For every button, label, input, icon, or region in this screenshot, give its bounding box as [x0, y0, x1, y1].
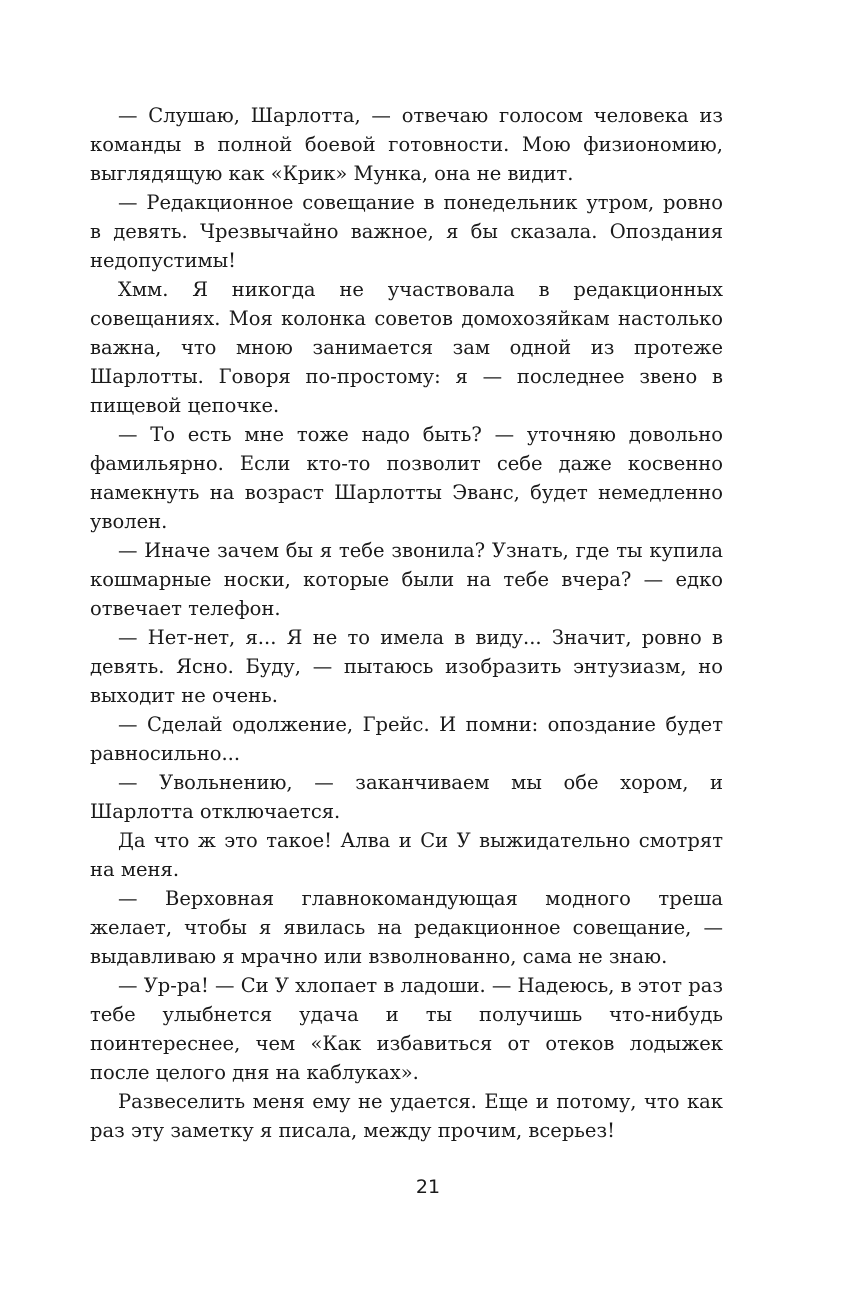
book-page-body — [90, 101, 723, 1145]
paragraph: — Нет-нет, я... Я не то имела в виду... Значит, ровно в девять. Ясно. Буду, — пытаюсь изобразить энтузиазм, но выходит не очень. — [90, 626, 723, 707]
paragraph: Хмм. Я никогда не участвовала в редакционных совещаниях. Моя колонка советов домохозяйкам настолько важна, что мною занимается зам одной из протеже Шарлотты. Говоря по-простому: я — последнее звено в пищевой цепочке. — [90, 278, 723, 417]
paragraph: — Иначе зачем бы я тебе звонила? Узнать, где ты купила кошмарные носки, которые были на тебе вчера? — едко отвечает телефон. — [90, 539, 723, 620]
page-number: 21 — [415, 1176, 441, 1198]
paragraph: — Верховная главнокомандующая модного треша желает, чтобы я явилась на редакционное совещание, — выдавливаю я мрачно или взволнованно, сама не знаю. — [90, 887, 723, 968]
paragraph: — Редакционное совещание в понедельник утром, ровно в девять. Чрезвычайно важное, я бы сказала. Опоздания недопустимы! — [90, 191, 723, 272]
paragraph: Да что ж это такое! Алва и Си У выжидательно смотрят на меня. — [90, 829, 723, 881]
paragraph: Развеселить меня ему не удается. Еще и потому, что как раз эту заметку я писала, между прочим, всерьез! — [90, 1090, 723, 1142]
paragraph: — Увольнению, — заканчиваем мы обе хором, и Шарлотта отключается. — [90, 771, 723, 823]
paragraph: — Сделай одолжение, Грейс. И помни: опоздание будет равносильно... — [90, 713, 723, 765]
paragraph: — Ур-ра! — Си У хлопает в ладоши. — Надеюсь, в этот раз тебе улыбнется удача и ты получишь что-нибудь поинтереснее, чем «Как избавиться от отеков лодыжек после целого дня на каблуках». — [90, 974, 723, 1084]
paragraph: — То есть мне тоже надо быть? — уточняю довольно фамильярно. Если кто-то позволит себе даже косвенно намекнуть на возраст Шарлотты Эванс, будет немедленно уволен. — [90, 423, 723, 533]
paragraph: — Слушаю, Шарлотта, — отвечаю голосом человека из команды в полной боевой готовности. Мою физиономию, выглядящую как «Крик» Мунка, она не видит. — [90, 104, 723, 185]
